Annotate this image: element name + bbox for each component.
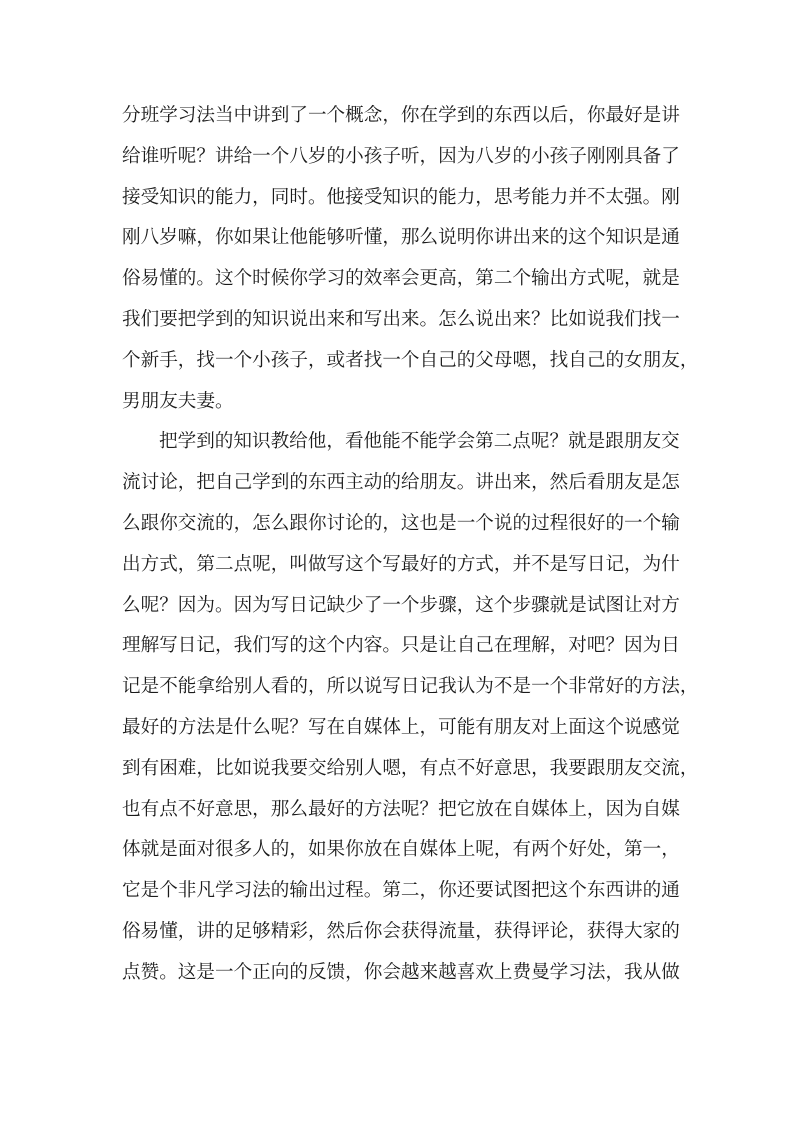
paragraph-2-line-14: 点赞。这是一个正向的反馈，你会越来越喜欢上费曼学习法，我从做	[122, 961, 680, 983]
paragraph-2-line-7: 记是不能拿给别人看的，所以说写日记我认为不是一个非常好的方法，	[122, 676, 699, 698]
paragraph-1-line-8: 男朋友夫妻。	[122, 390, 234, 412]
paragraph-2-line-6: 理解写日记，我们写的这个内容。只是让自己在理解，对吧？因为日	[122, 635, 680, 657]
paragraph-2-line-10: 也有点不好意思，那么最好的方法呢？把它放在自媒体上，因为自媒	[122, 798, 680, 820]
document-body	[122, 96, 699, 994]
paragraph-2-line-2: 流讨论，把自己学到的东西主动的给朋友。讲出来，然后看朋友是怎	[122, 472, 680, 494]
paragraph-2-line-9: 到有困难，比如说我要交给别人嗯，有点不好意思，我要跟朋友交流，	[122, 757, 699, 779]
paragraph-2-line-3: 么跟你交流的，怎么跟你讨论的，这也是一个说的过程很好的一个输	[122, 512, 680, 534]
paragraph-2-line-1: 把学到的知识教给他，看他能不能学会第二点呢？就是跟朋友交	[159, 431, 680, 453]
paragraph-2-line-8: 最好的方法是什么呢？写在自媒体上，可能有朋友对上面这个说感觉	[122, 716, 680, 738]
paragraph-1-line-2: 给谁听呢？讲给一个八岁的小孩子听，因为八岁的小孩子刚刚具备了	[122, 145, 680, 167]
paragraph-1-line-1: 分班学习法当中讲到了一个概念，你在学到的东西以后，你最好是讲	[122, 105, 680, 126]
paragraph-1-line-4: 刚八岁嘛，你如果让他能够听懂，那么说明你讲出来的这个知识是通	[122, 227, 680, 249]
paragraph-2-line-4: 出方式，第二点呢，叫做写这个写最好的方式，并不是写日记，为什	[122, 553, 680, 575]
paragraph-2-line-11: 体就是面对很多人的，如果你放在自媒体上呢，有两个好处，第一，	[122, 839, 680, 861]
paragraph-1-line-3: 接受知识的能力，同时。他接受知识的能力，思考能力并不太强。刚	[122, 186, 680, 208]
paragraph-1-line-7: 个新手，找一个小孩子，或者找一个自己的父母嗯，找自己的女朋友，	[122, 349, 699, 371]
paragraph-2-line-12: 它是个非凡学习法的输出过程。第二，你还要试图把这个东西讲的通	[122, 880, 680, 902]
paragraph-2-line-13: 俗易懂，讲的足够精彩，然后你会获得流量，获得评论，获得大家的	[122, 920, 680, 942]
paragraph-1-line-5: 俗易懂的。这个时候你学习的效率会更高，第二个输出方式呢，就是	[122, 268, 680, 290]
paragraph-1-line-6: 我们要把学到的知识说出来和写出来。怎么说出来？比如说我们找一	[122, 308, 680, 330]
paragraph-2-line-5: 么呢？因为。因为写日记缺少了一个步骤，这个步骤就是试图让对方	[122, 594, 680, 616]
